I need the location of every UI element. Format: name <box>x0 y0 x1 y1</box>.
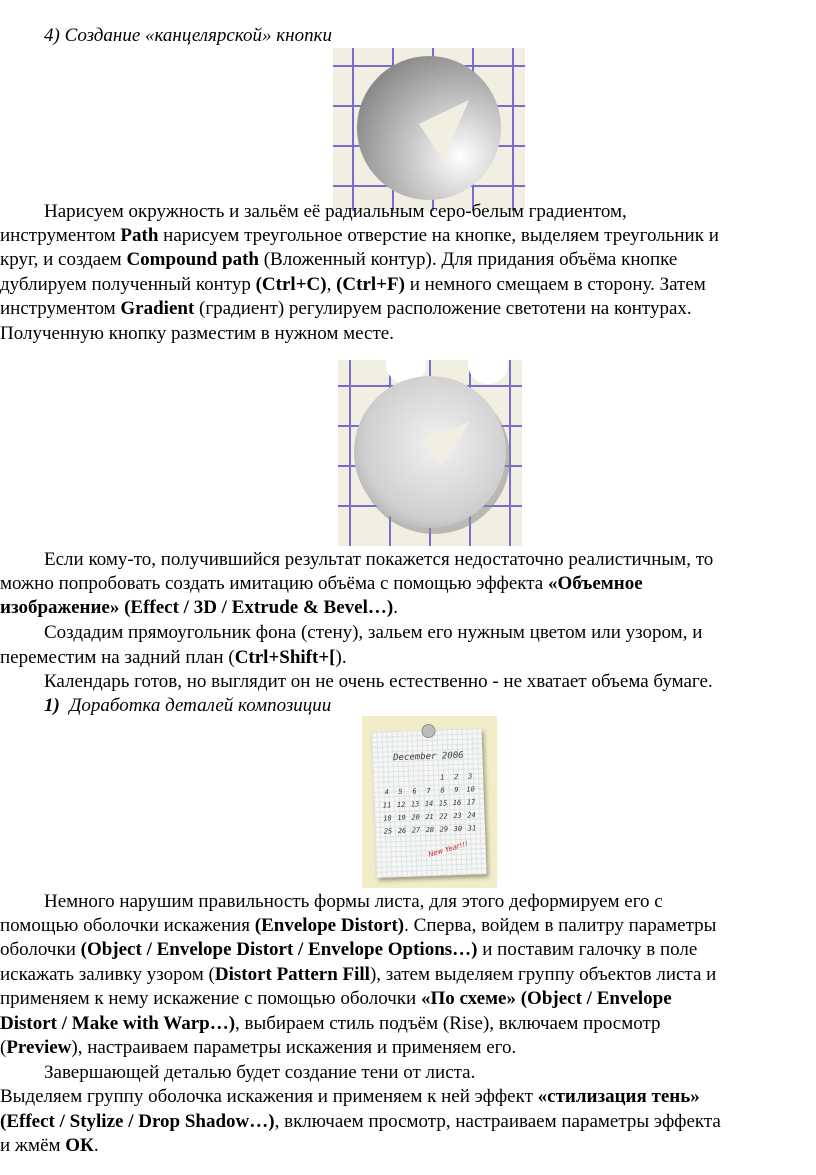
calendar-day: 16 <box>452 798 462 808</box>
calendar-day: 9 <box>454 785 459 795</box>
calendar-day: 7 <box>426 786 431 796</box>
calendar-day: 8 <box>440 786 445 795</box>
paragraph-line: применяем к нему искажение с помощью оболочки «По схеме» (Object / Envelope <box>0 988 672 1009</box>
finished-button-figure <box>338 360 522 546</box>
calendar-day: 17 <box>466 798 476 807</box>
section-heading: 4) Создание «канцелярской» кнопки <box>44 25 332 46</box>
calendar-day: 19 <box>397 813 406 823</box>
paragraph-line: Полученную кнопку разместим в нужном месте. <box>0 323 394 344</box>
section-heading: 1) Доработка деталей композиции <box>44 695 332 716</box>
calendar-day <box>407 774 421 787</box>
paragraph-line: (Effect / Stylize / Drop Shadow…), включаем просмотр, настраиваем параметры эффекта <box>0 1111 721 1132</box>
paragraph-line: (Preview), настраиваем параметры искажения и применяем его. <box>0 1037 517 1058</box>
paragraph-line: инструментом Path нарисуем треугольное отверстие на кнопке, выделяем треугольник и <box>0 225 719 246</box>
calendar-day: 20 <box>411 813 420 822</box>
calendar-day: 1 <box>439 773 445 782</box>
paragraph-line: Создадим прямоугольник фона (стену), зальем его нужным цветом или узором, и <box>44 622 703 643</box>
pushpin-icon <box>421 724 435 738</box>
calendar-day: 14 <box>424 799 434 809</box>
calendar-day: 28 <box>425 825 435 835</box>
calendar-day: 5 <box>398 787 403 797</box>
paragraph-line: можно попробовать создать имитацию объёма с помощью эффекта «Объемное <box>0 573 643 594</box>
paragraph-line: дублируем полученный контур (Ctrl+C), (Ctrl+F) и немного смещаем в сторону. Затем <box>0 274 706 295</box>
paragraph-line: и жмём ОК. <box>0 1135 99 1156</box>
calendar-day: 10 <box>466 785 475 794</box>
paragraph-line: Немного нарушим правильность формы листа, для этого деформируем его с <box>44 891 663 912</box>
calendar-note: New Year!!! <box>427 839 469 859</box>
calendar-day: 13 <box>410 800 420 809</box>
calendar-day: 4 <box>384 788 389 797</box>
button-circle <box>354 376 506 528</box>
calendar-day <box>421 774 435 787</box>
paragraph-line: Если кому-то, получившийся результат покажется недостаточно реалистичным, то <box>44 549 714 570</box>
paragraph-line: изображение» (Effect / 3D / Extrude & Bevel…). <box>0 597 398 618</box>
calendar-week <box>381 824 479 840</box>
calendar-grid <box>379 772 479 840</box>
paragraph-line: Завершающей деталью будет создание тени от листа. <box>44 1062 476 1083</box>
paragraph-line: Календарь готов, но выглядит он не очень естественно - не хватает объема бумаге. <box>44 671 713 692</box>
paragraph-line: оболочки (Object / Envelope Distort / Envelope Options…) и поставим галочку в поле <box>0 939 698 960</box>
calendar-day: 6 <box>412 787 417 796</box>
calendar-month: December 2006 <box>393 750 464 764</box>
paragraph-line: инструментом Gradient (градиент) регулируем расположение светотени на контурах. <box>0 298 692 319</box>
calendar-day: 23 <box>453 811 462 821</box>
paragraph-line: переместим на задний план (Ctrl+Shift+[). <box>0 647 347 668</box>
calendar-day: 30 <box>453 824 463 834</box>
calendar-day: 27 <box>411 826 421 835</box>
calendar-sheet <box>371 728 486 878</box>
calendar-day <box>393 775 407 788</box>
calendar-day <box>379 775 393 788</box>
calendar-day: 22 <box>439 812 448 821</box>
paragraph-line: Выделяем группу оболочка искажения и применяем к ней эффект «стилизация тень» <box>0 1086 700 1107</box>
calendar-day: 21 <box>425 812 434 822</box>
paragraph-line: Нарисуем окружность и зальём её радиальным серо-белым градиентом, <box>44 201 627 222</box>
calendar-day: 18 <box>383 814 392 823</box>
calendar-day: 31 <box>467 824 477 833</box>
calendar-figure <box>362 716 497 888</box>
calendar-day: 26 <box>397 826 407 836</box>
calendar-day: 11 <box>382 801 392 810</box>
calendar-day: 2 <box>453 772 459 782</box>
paragraph-line: искажать заливку узором (Distort Pattern Fill), затем выделяем группу объектов листа и <box>0 964 717 985</box>
calendar-day: 25 <box>383 827 393 836</box>
calendar-day: 29 <box>439 825 449 834</box>
paragraph-line: круг, и создаем Compound path (Вложенный контур). Для придания объёма кнопке <box>0 249 678 270</box>
button-gradient-figure <box>333 48 525 211</box>
calendar-day: 24 <box>467 811 476 820</box>
calendar-day: 3 <box>467 772 473 781</box>
calendar-day: 15 <box>438 799 448 808</box>
calendar-day: 12 <box>396 800 406 810</box>
paragraph-line: помощью оболочки искажения (Envelope Distort). Сперва, войдем в палитру параметры <box>0 915 717 936</box>
paragraph-line: Distort / Make with Warp…), выбираем стиль подъём (Rise), включаем просмотр <box>0 1013 661 1034</box>
